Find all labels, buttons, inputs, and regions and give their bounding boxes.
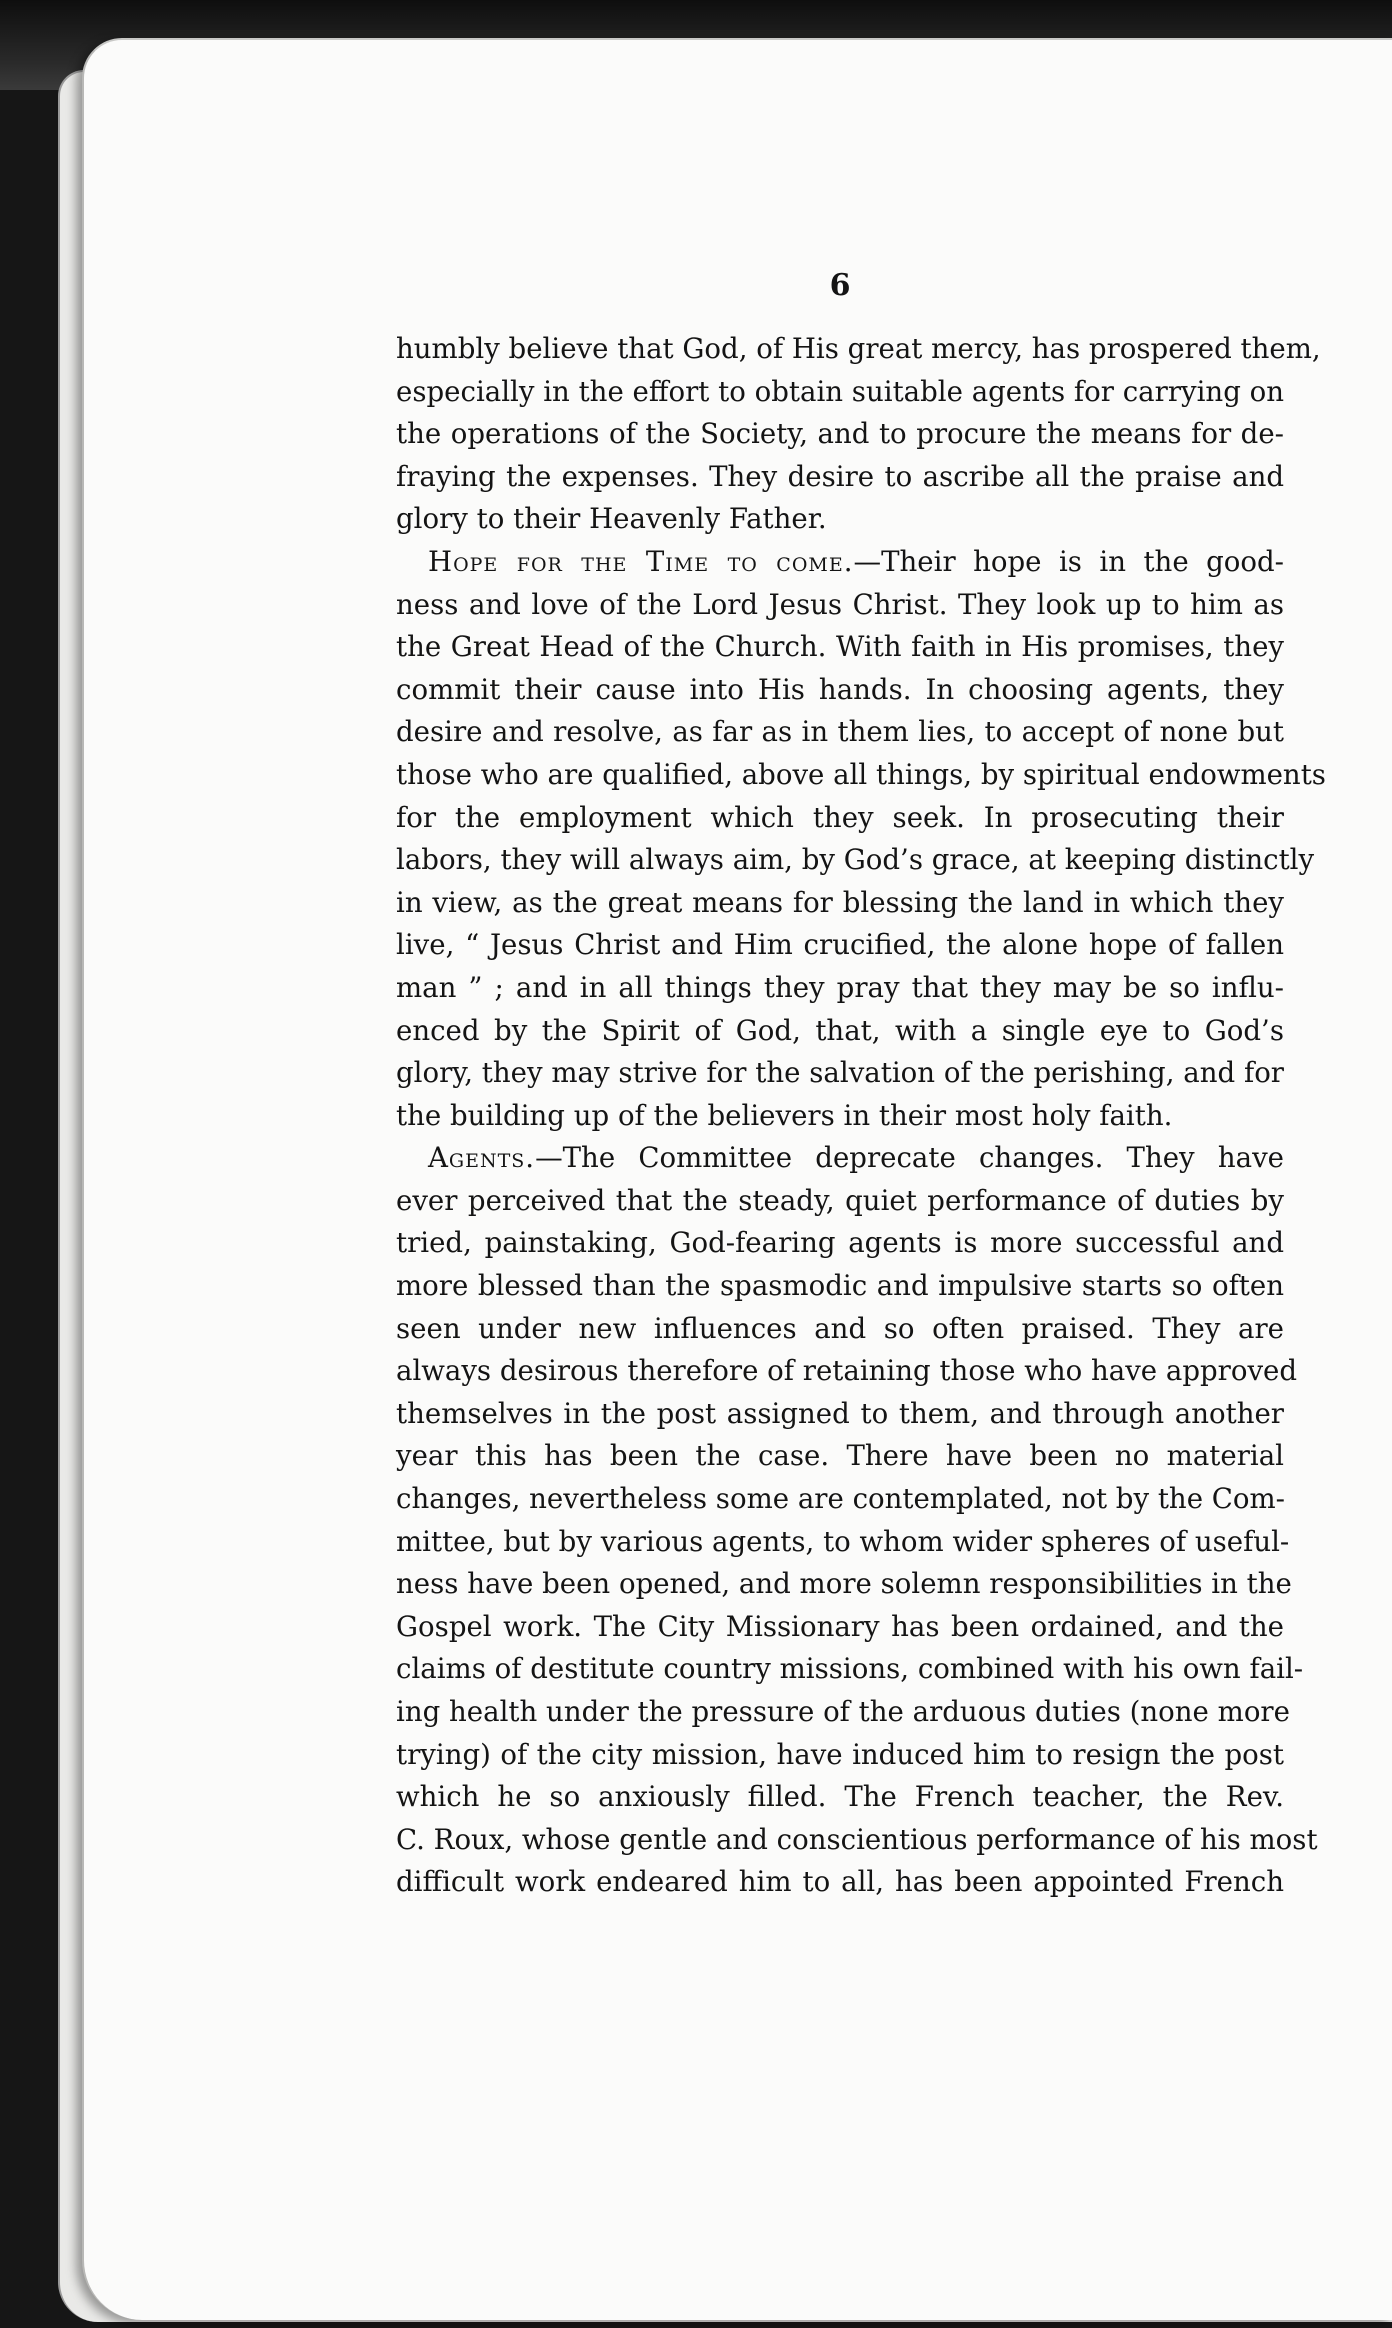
text-line: [396, 1137, 1284, 1180]
text-line: live, “ Jesus Christ and Him crucified, the alone hope of fallen: [396, 928, 1284, 962]
text-line: for the employment which they seek. In prosecuting their: [396, 800, 1284, 834]
paragraph-1: [396, 328, 1321, 541]
text-line: ever perceived that the steady, quiet performance of duties by: [396, 1183, 1284, 1217]
paragraph-3: [396, 1137, 1318, 1904]
text-line: humbly believe that God, of His great mercy, has prospered them,: [396, 332, 1321, 365]
text-line: more blessed than the spasmodic and impulsive starts so often: [396, 1269, 1284, 1303]
text-line: [396, 541, 1284, 584]
text-line: the operations of the Society, and to procure the means for de-: [396, 417, 1284, 451]
text-line: especially in the effort to obtain suitable agents for carrying on: [396, 374, 1285, 408]
text-line: desire and resolve, as far as in them lies, to accept of none but: [396, 715, 1284, 749]
text-line: fraying the expenses. They desire to ascribe all the praise and: [396, 459, 1284, 493]
text-line: year this has been the case. There have been no material: [396, 1439, 1284, 1473]
text-line: Gospel work. The City Missionary has been ordained, and the: [396, 1609, 1284, 1643]
text-line: trying) of the city mission, have induced him to resign the post: [396, 1737, 1284, 1771]
text-line: changes, nevertheless some are contemplated, not by the Com-: [396, 1482, 1286, 1516]
text-run: —Their hope is in the good-: [853, 544, 1284, 578]
text-line: ing health under the pressure of the arduous duties (none more: [396, 1695, 1290, 1728]
text-line: C. Roux, whose gentle and conscientious performance of his most: [396, 1822, 1318, 1856]
text-line: those who are qualified, above all things, by spiritual endowments: [396, 757, 1326, 791]
text-line: in view, as the great means for blessing the land in which they: [396, 885, 1284, 919]
text-line: which he so anxiously filled. The French teacher, the Rev.: [396, 1780, 1284, 1814]
paragraph-2: [396, 541, 1326, 1137]
text-line: claims of destitute country missions, combined with his own fail-: [396, 1652, 1304, 1686]
text-line: commit their cause into His hands. In choosing agents, they: [396, 672, 1284, 706]
text-line: glory, they may strive for the salvation of the perishing, and for: [396, 1056, 1284, 1090]
text-line: seen under new influences and so often praised. They are: [396, 1311, 1284, 1345]
section-heading-agents: Agents.: [428, 1141, 536, 1175]
body-text: [396, 328, 1326, 1904]
section-heading-hope: Hope for the Time to come.: [428, 544, 854, 578]
text-line: enced by the Spirit of God, that, with a single eye to God’s: [396, 1013, 1284, 1047]
text-line: the Great Head of the Church. With faith in His promises, they: [396, 630, 1284, 664]
text-line: labors, they will always aim, by God’s grace, at keeping distinctly: [396, 843, 1315, 877]
text-line: man ” ; and in all things they pray that they may be so influ-: [396, 970, 1284, 1004]
text-line: ness and love of the Lord Jesus Christ. They look up to him as: [396, 587, 1284, 621]
text-line: themselves in the post assigned to them, and through another: [396, 1396, 1284, 1430]
text-line: tried, painstaking, God-fearing agents is more successful and: [396, 1226, 1284, 1260]
text-line: glory to their Heavenly Father.: [396, 502, 827, 536]
text-run: —The Committee deprecate changes. They have: [535, 1141, 1284, 1175]
text-line: ness have been opened, and more solemn responsibilities in the: [396, 1567, 1292, 1601]
text-line: the building up of the believers in their most holy faith.: [396, 1098, 1173, 1132]
text-line: always desirous therefore of retaining those who have approved: [396, 1354, 1298, 1388]
text-line: mittee, but by various agents, to whom wider spheres of useful-: [396, 1524, 1290, 1558]
text-line: difficult work endeared him to all, has been appointed French: [396, 1865, 1284, 1899]
page-number: 6: [829, 268, 851, 303]
